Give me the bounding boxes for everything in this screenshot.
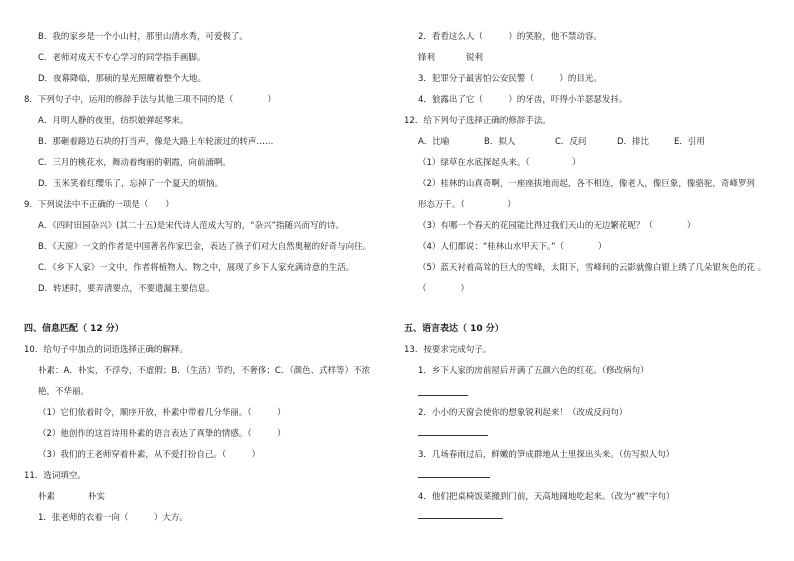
- q11-item-3: 3．犯罪分子最害怕公安民警（ ）的目光。: [418, 74, 602, 84]
- q10-stem: 10．给句子中加点的词语选择正确的解释。: [24, 345, 188, 355]
- q8-stem: 8．下列句子中，运用的修辞手法与其他三项不同的是（ ）: [24, 95, 276, 105]
- q12-item-4: （4）人们都说：“桂林山水甲天下。”（ ）: [418, 242, 607, 252]
- q11-stem: 11．选词填空。: [24, 471, 86, 481]
- q12-choice-c: C．反问: [555, 137, 587, 147]
- q8-option-b: B．那砸着路边石块的打当声，像是大路上车轮滚过的转声……: [38, 137, 274, 147]
- q13-answer-line-2[interactable]: [418, 435, 488, 436]
- q12-stem: 12．给下列句子选择正确的修辞手法。: [404, 116, 551, 126]
- q13-item-1: 1．乡下人家的房前屋后开满了五颜六色的红花。（修改病句）: [418, 366, 649, 376]
- q11-item-4: 4．狼露出了它（ ）的牙齿，吓得小羊瑟瑟发抖。: [418, 95, 628, 105]
- section-5-title: 五、语言表达（ 10 分）: [404, 324, 504, 334]
- q11-word-2: 朴实: [88, 492, 106, 502]
- q12-choice-a: A．比喻: [418, 137, 450, 147]
- q12-choice-e: E．引用: [674, 137, 705, 147]
- q13-item-3: 3．几场春雨过后，鲜嫩的笋成群地从土里探出头来。（仿写拟人句）: [418, 450, 675, 460]
- q9-option-c: C．《乡下人家》一文中，作者将植物人、物之中，展现了乡下人家充满诗意的生活。: [38, 263, 355, 273]
- q7-option-d: D．夜幕降临，那硕的星光照耀着整个大地。: [38, 74, 207, 84]
- q7-option-c: C．老师对成天不专心学习的同学指手画脚。: [38, 53, 206, 63]
- q10-item-2: （2）他创作的这首诗用朴素的语言表达了真挚的情感。（ ）: [38, 429, 286, 439]
- q12-choice-b: B．拟人: [484, 137, 516, 147]
- q12-item-5-cont: （ ）: [418, 284, 470, 294]
- q8-option-c: C．三月的桃花水，舞动着绚丽的朝霞，向前涌啊。: [38, 158, 231, 168]
- q12-item-2: （2）桂林的山真奇啊，一座座拔地而起，各不相连，像老人，像巨象，像骆驼，奇峰罗列: [418, 179, 755, 189]
- q13-answer-line-3[interactable]: [418, 477, 490, 478]
- q9-option-b: B．《天窗》一文的作者是中国著名作家巴金，表达了孩子们对大自然奥秘的好奇与向往。: [38, 242, 372, 252]
- q13-item-2: 2．小小的天窗会使你的想象锐利起来！（改成反问句）: [418, 408, 628, 418]
- q11-word-b: 锐利: [466, 53, 484, 63]
- section-4-title: 四、信息匹配（ 12 分）: [24, 324, 124, 334]
- q12-item-1: （1）绿草在水底探起头来。（ ）: [418, 158, 581, 168]
- q9-stem: 9．下列说法中不正确的一项是（ ）: [24, 200, 174, 210]
- q12-item-2-cont: 形态万千。（ ）: [418, 200, 516, 210]
- q9-option-a: A．《四时田园杂兴》(其二十五)是宋代诗人范成大写的，“杂兴”指随兴而写的诗。: [38, 221, 345, 231]
- q10-item-1: （1）它们依着时令，顺序开放，朴素中带着几分华丽。（ ）: [38, 408, 286, 418]
- q10-definition-line2: 艳，不华丽。: [38, 387, 90, 397]
- q10-item-3: （3）我们的王老师穿着朴素，从不爱打扮自己。（ ）: [38, 450, 261, 460]
- q11-word-1: 朴素: [38, 492, 56, 502]
- q13-item-4: 4．他们把桌椅饭菜搬到门前，天高地阔地吃起来。（改为“被”字句）: [418, 492, 675, 502]
- q11-item-2: 2．看看这么人（ ）的笑脸，他不禁动容。: [418, 32, 602, 42]
- q12-item-3: （3）有哪一个春天的花园能比得过我们天山的无边繁花呢？（ ）: [418, 221, 696, 231]
- q11-word-a: 锋利: [418, 53, 436, 63]
- q7-option-b: B．我的家乡是一个小山村，那里山清水秀，可爱极了。: [38, 32, 248, 42]
- q13-answer-line-4[interactable]: [418, 518, 503, 519]
- q13-answer-line-1[interactable]: [418, 395, 468, 396]
- q13-stem: 13．按要求完成句子。: [404, 345, 492, 355]
- q12-choice-d: D．排比: [617, 137, 650, 147]
- q11-item-1: 1．张老师的衣着一向（ ）大方。: [38, 513, 188, 523]
- q9-option-d: D．转述时，要弄清要点，不要遗漏主要信息。: [38, 284, 215, 294]
- q8-option-d: D．玉米笑着红缨乐了，忘掉了一个夏天的烦恼。: [38, 179, 224, 189]
- q10-definition-line1: 朴素：A．朴实，不浮夸，不虚假；B．（生活）节约，不奢侈；C．（颜色、式样等）不浓: [38, 366, 371, 376]
- q8-option-a: A．月明人静的夜里，纺织娘弹起琴来。: [38, 116, 189, 126]
- q12-item-5: （5）蓝天衬着高耸的巨大的雪峰，太阳下，雪峰间的云影就像白银上绣了几朵银灰色的花 。: [418, 263, 767, 273]
